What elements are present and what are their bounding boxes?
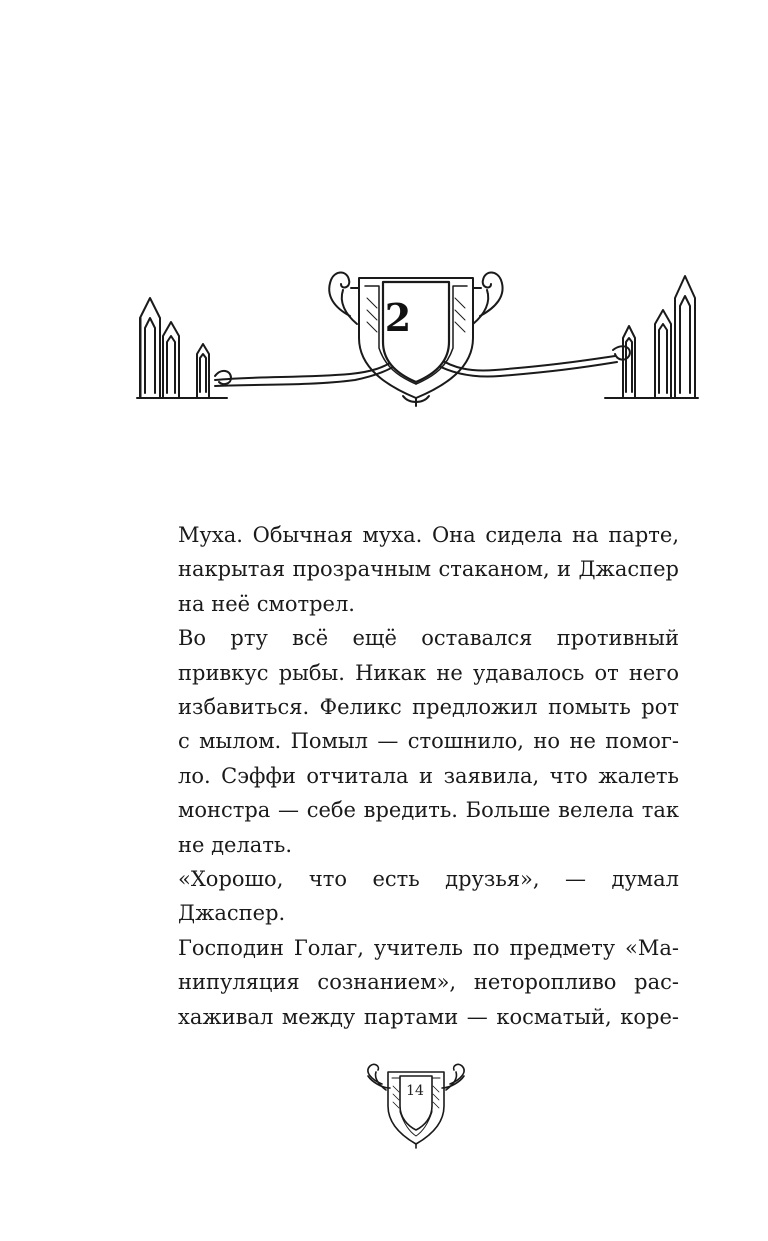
- text-line: Во рту всё ещё оставался противный: [178, 626, 679, 651]
- text-line: Муха. Обычная муха. Она сидела на парте,: [178, 523, 679, 547]
- text-line: Господин Голаг, учитель по предмету «Ма-: [178, 935, 679, 960]
- left-towers-icon: [137, 298, 227, 398]
- right-towers-icon: [605, 276, 698, 398]
- text-line: избавиться. Феликс предложил помыть рот: [178, 695, 679, 720]
- paragraph: [145, 621, 679, 862]
- text-line: не делать.: [178, 832, 293, 857]
- text-line: привкус рыбы. Никак не удавалось от него: [178, 660, 679, 685]
- text-line: ло. Сэффи отчитала и заявила, что жалеть: [178, 763, 679, 788]
- text-line: «Хорошо, что есть друзья», — думал: [178, 867, 679, 892]
- page-number-ornament: [360, 1062, 472, 1150]
- chapter-number: 2: [384, 295, 412, 340]
- text-line: хаживал между партами — косматый, коре-: [178, 1004, 679, 1029]
- text-line: с мылом. Помыл — стошнило, но не помог-: [178, 729, 679, 754]
- right-horn-icon: [480, 273, 503, 317]
- page-number: 14: [406, 1083, 424, 1099]
- text-line: нипуляция сознанием», неторопливо рас-: [178, 970, 679, 995]
- text-line: Джаспер.: [178, 901, 286, 926]
- text-line: монстра — себе вредить. Больше велела так: [178, 798, 679, 823]
- paragraph: [145, 931, 679, 1034]
- text-line: накрытая прозрачным стаканом, и Джаспер: [178, 557, 679, 582]
- paragraph: [145, 518, 679, 621]
- text-line: на неё смотрел.: [178, 591, 355, 616]
- left-horn-icon: [329, 273, 350, 317]
- paragraph: [145, 862, 679, 931]
- body-text: [145, 518, 679, 1034]
